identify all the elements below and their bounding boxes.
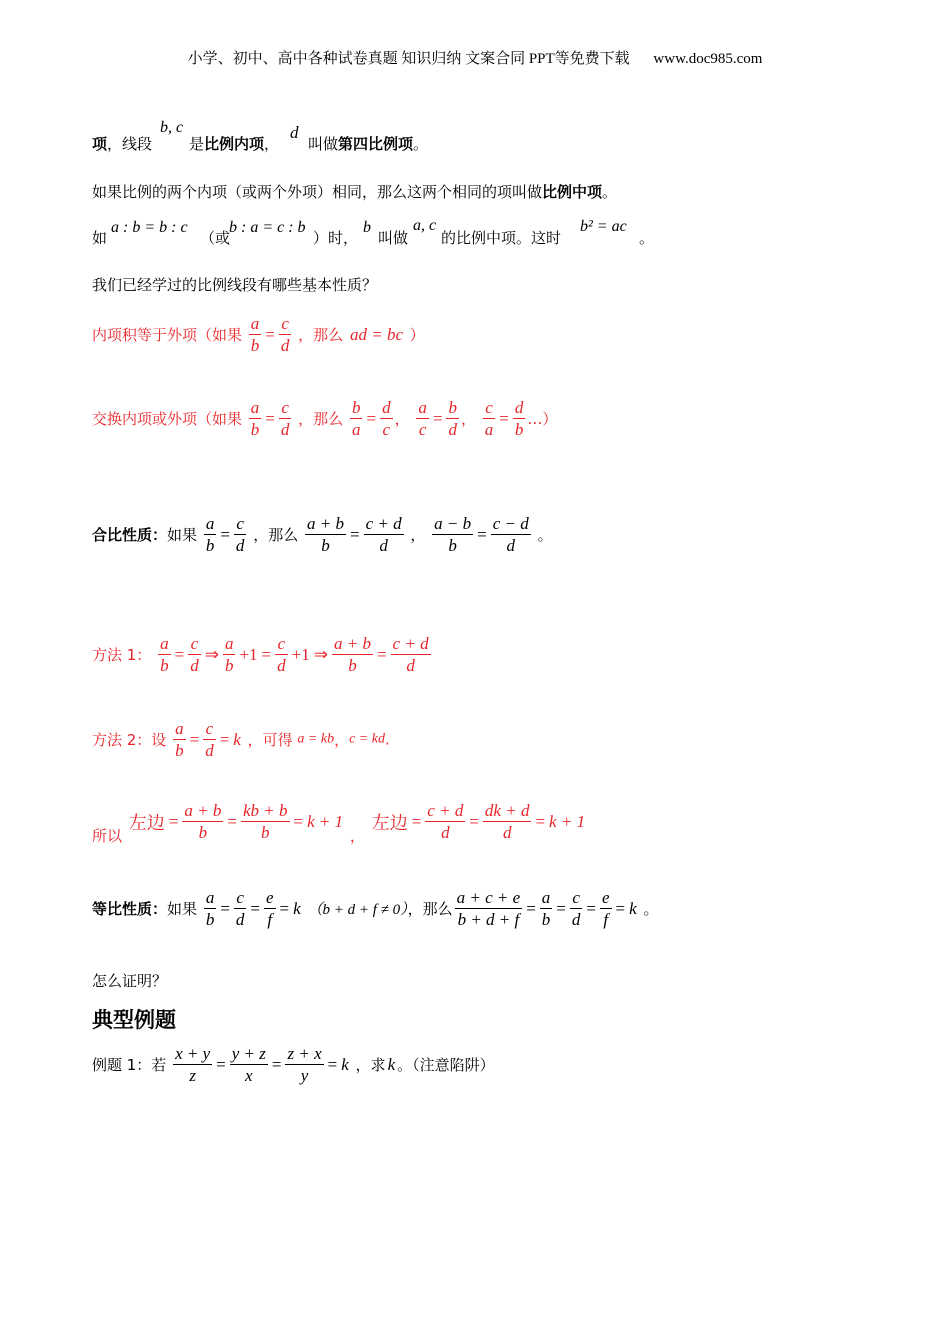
text: 例题 1：若 xyxy=(92,1056,167,1074)
header-title: 小学、初中、高中各种试卷真题 知识归纳 文案合同 PPT等免费下载 xyxy=(187,51,630,67)
example-1: 例题 1：若 $\frac{x + y}{z}$ = $\frac{y + z}{x}$ = $\frac{z + x}{y}$ = k ，求 k 。（注意陷阱） xyxy=(92,1044,495,1085)
header-site: www.doc985.com xyxy=(653,51,763,67)
property-hebi: 合比性质：如果 $\frac{a}{b}$ = $\frac{c}{d}$ ，那么 $\frac{a + b}{b}$ = $\frac{c + d}{d}$ ， $\frac{a - b}{b}$ = $\frac{c - d}{d}$ 。 xyxy=(92,514,553,555)
math-ac: a, c xyxy=(413,217,437,234)
method-2: 方法 2：设 $\frac{a}{b}$ = $\frac{c}{d}$ = k ，可得 a = kb，c = kd. xyxy=(92,719,390,760)
line-inner-terms-2 xyxy=(189,137,279,152)
property-exchange: 交换内项或外项（如果 $\frac{a}{b}$ = $\frac{c}{d}$ ，那么 $\frac{b}{a}$ = $\frac{d}{c}$ ， $\frac{a}{c}$ = $\frac{b}{d}$ ， $\frac{c}{a}$ = $\frac{d}{b}$ …） xyxy=(92,398,558,439)
text: 。 xyxy=(639,229,655,247)
math-eq2: b : a = c : b xyxy=(229,219,306,236)
text: ，线段 xyxy=(107,135,153,153)
text: ，那么 xyxy=(298,326,344,344)
math-d: d xyxy=(290,123,299,142)
text: 如 xyxy=(92,229,108,247)
prove-question: 怎么证明？ xyxy=(92,972,168,990)
math-eq1: a : b = b : c xyxy=(111,219,188,236)
text: （或 xyxy=(200,229,231,247)
line-mean-proportional xyxy=(92,185,617,200)
text: 。 xyxy=(413,135,429,153)
question-text: 我们已经学过的比例线段有哪些基本性质？ xyxy=(92,276,378,294)
math-b: b xyxy=(363,219,371,236)
property-inner-outer-product: 内项积等于外项（如果 $\frac{a}{b}$ = $\frac{c}{d}$ ，那么 ad = bc ） xyxy=(92,314,425,355)
text: 。 xyxy=(602,183,618,201)
fraction: $\frac{a}{b}$ xyxy=(250,314,260,355)
method-1: 方法 1： $\frac{a}{b}$ = $\frac{c}{d}$ ⇒ $\frac{a}{b}$ +1 = $\frac{c}{d}$ +1 ⇒ $\frac{a + b}{b}$ = $\frac{c + d}{d}$ xyxy=(92,634,429,675)
text: 方法 1： xyxy=(92,646,152,664)
line-inner-terms xyxy=(92,137,152,152)
property-dengbi: 等比性质：如果 $\frac{a}{b}$ = $\frac{c}{d}$ = $\frac{e}{f}$ = k （b + d + f ≠ 0），那么 $\frac{a + c + e}{b + d + f}$ = $\frac{a}{b}$ = $\frac{c}{d}$ = $\frac{e}{f}$ = k 。 xyxy=(92,888,659,929)
line-fourth-term xyxy=(308,137,428,152)
math-b2ac: b² = ac xyxy=(580,218,627,235)
math-eq: ad = bc xyxy=(349,324,403,344)
fraction: $\frac{c}{d}$ xyxy=(280,314,290,355)
text: 的比例中项。这时 xyxy=(441,229,562,247)
text: ） xyxy=(409,326,425,344)
text: 交换内项或外项（如果 xyxy=(92,410,243,428)
text: 内项积等于外项（如果 xyxy=(92,326,243,344)
therefore-line: 所以 左边 = $\frac{a + b}{b}$ = $\frac{kb + b}{b}$ = k + 1 ， 左边 = $\frac{c + d}{d}$ = $\frac{dk + d}{d}$ = k + 1 xyxy=(92,801,586,845)
text: 方法 2：设 xyxy=(92,731,167,749)
text: 叫做 xyxy=(308,135,339,153)
text: 所以 xyxy=(92,827,123,845)
math-bc: b, c xyxy=(160,119,184,136)
page-header xyxy=(0,47,950,68)
text: 叫做 xyxy=(378,229,409,247)
text: 项 xyxy=(92,135,108,153)
bold-term: 合比性质： xyxy=(92,526,168,544)
text: 如果比例的两个内项（或两个外项）相同，那么这两个相同的项叫做 xyxy=(92,183,543,201)
bold-term: 等比性质： xyxy=(92,900,168,918)
bold-term: 比例中项 xyxy=(542,183,603,201)
bold-term: 比例内项 xyxy=(204,135,265,153)
text: 是 xyxy=(189,135,205,153)
section-title: 典型例题 xyxy=(92,1008,176,1032)
text: ）时， xyxy=(313,229,359,247)
text: ， xyxy=(264,135,280,153)
bold-term: 第四比例项 xyxy=(338,135,414,153)
